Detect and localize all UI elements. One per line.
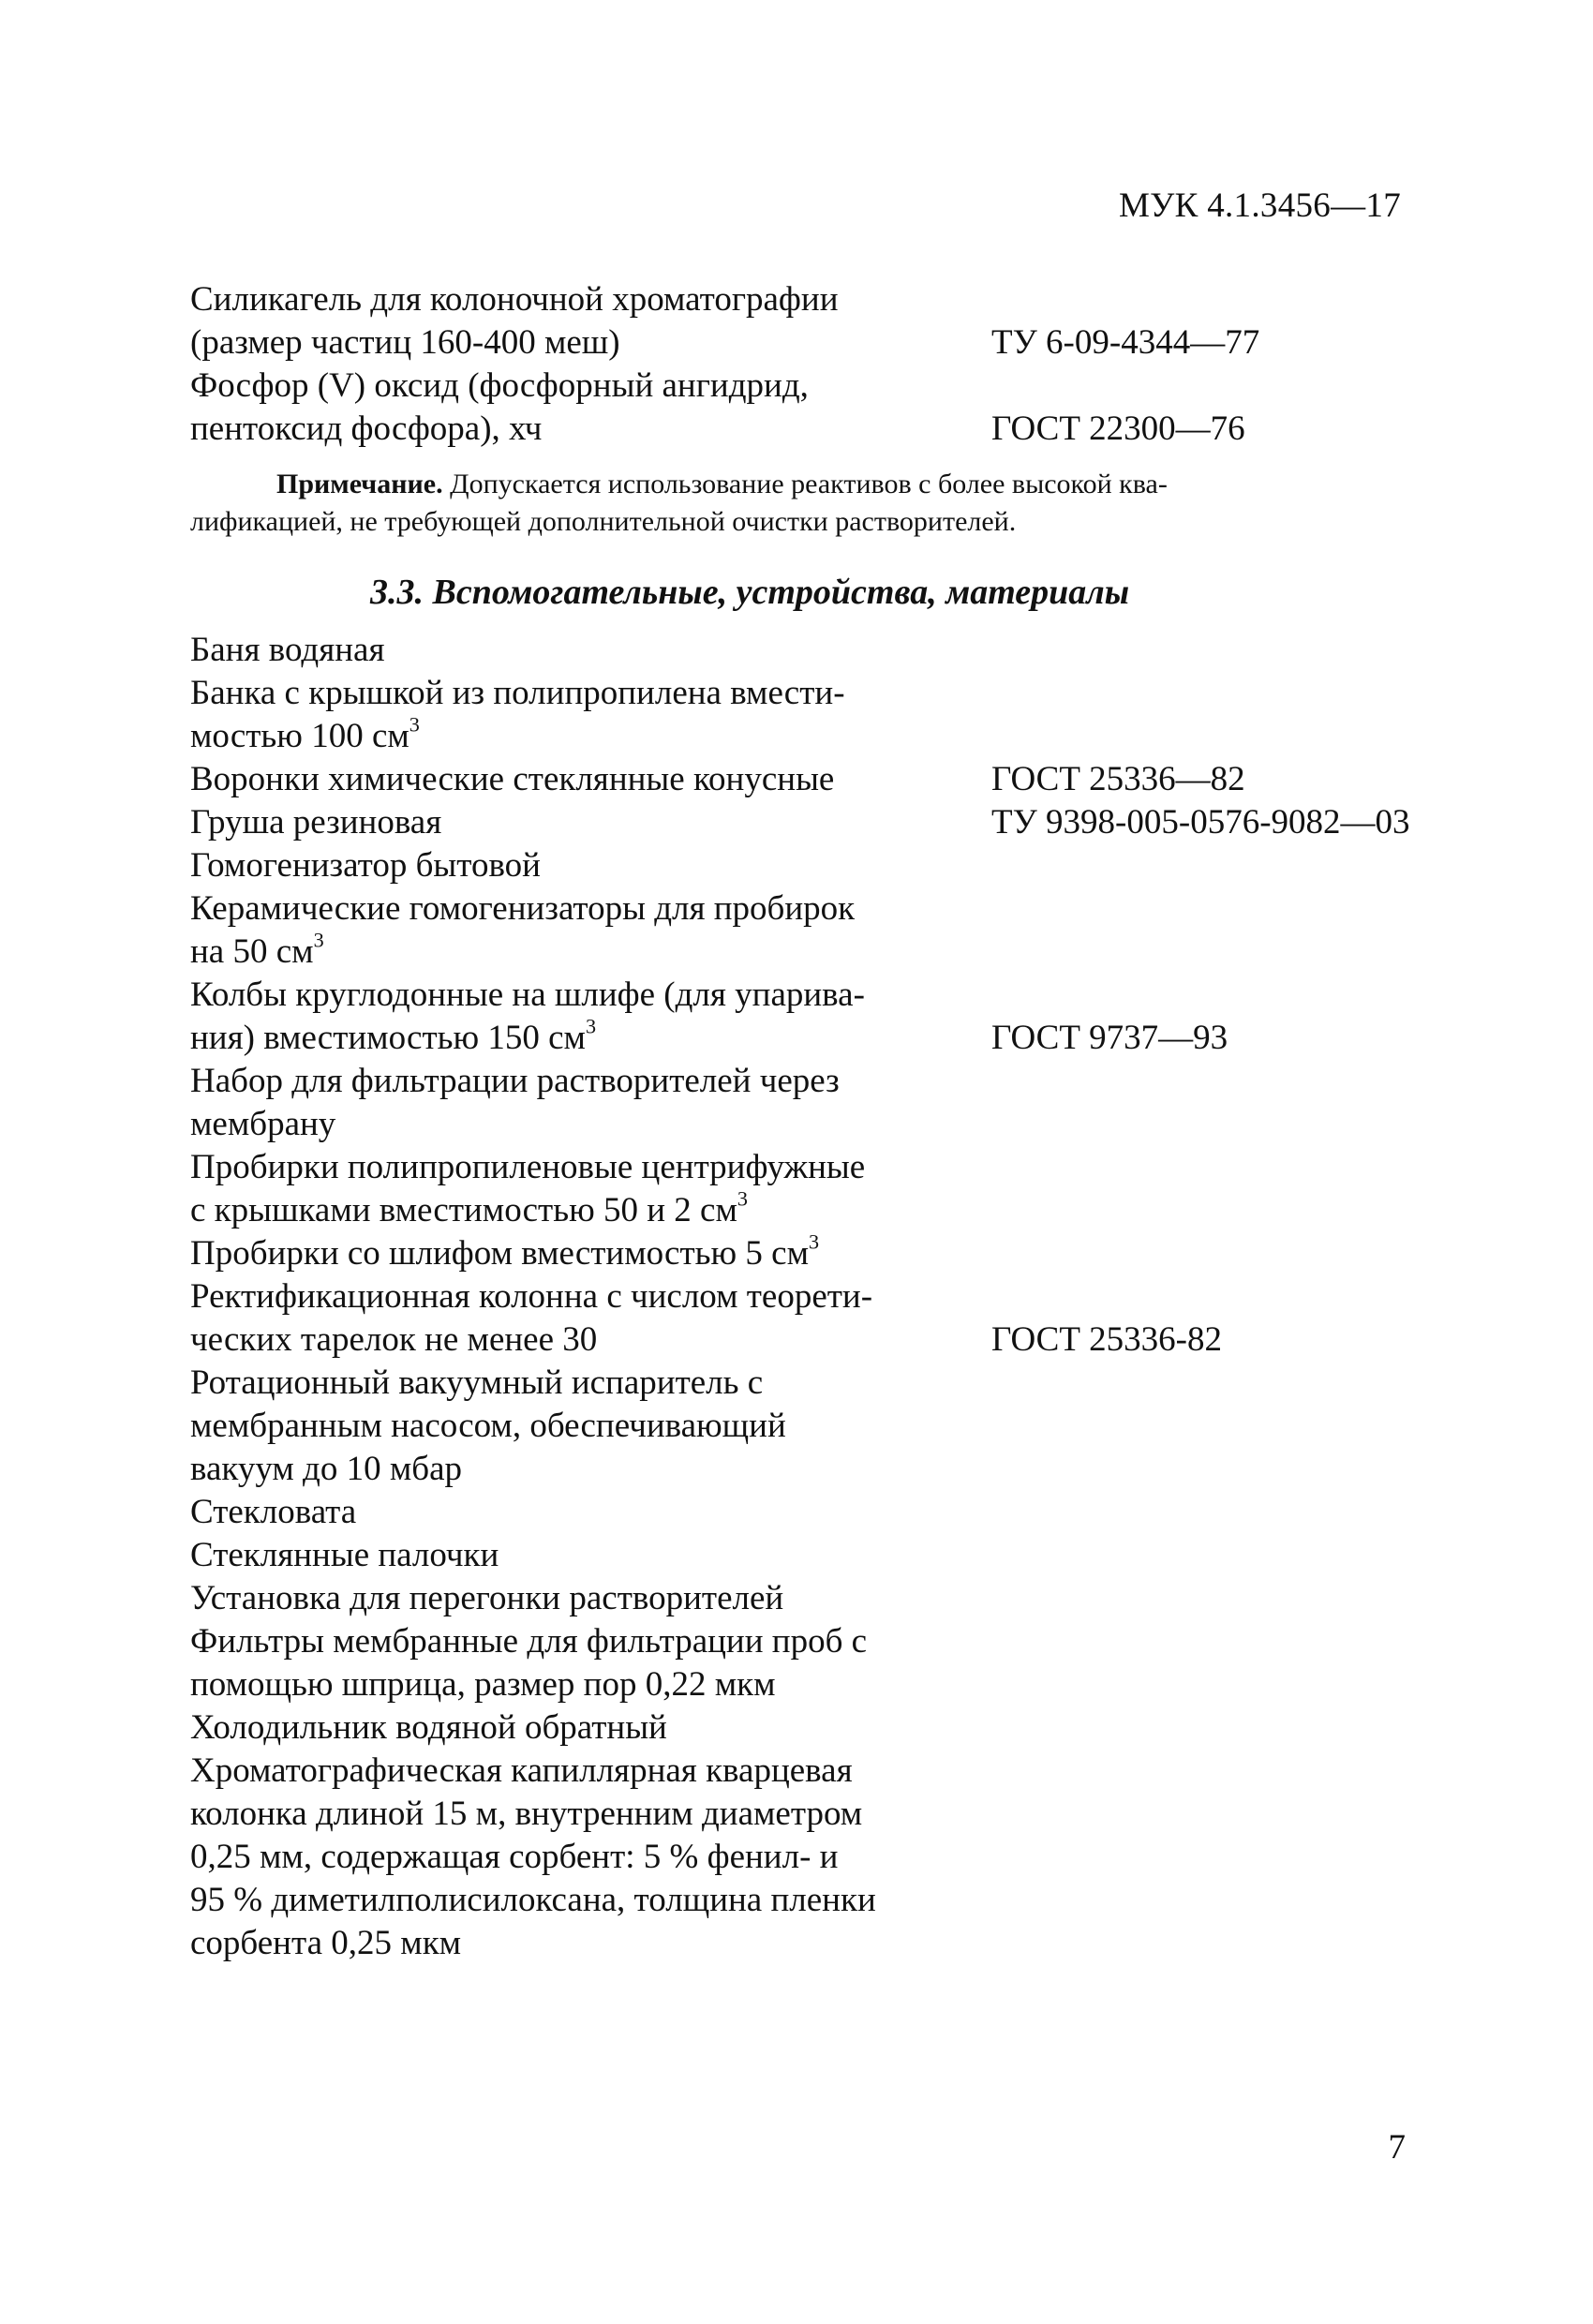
equipment-name: Керамические гомогенизаторы для пробирок (190, 889, 856, 928)
equipment-name: на 50 $см^3$ (190, 928, 324, 971)
equipment-line (190, 1621, 1465, 1665)
equipment-name: Банка с крышкой из полипропилена вмести- (190, 674, 845, 712)
reagent-name: Силикагель для колоночной хроматографии (190, 280, 839, 319)
equipment-line (190, 712, 1465, 760)
note-text: Допускается использование реактивов с более высокой ква- (442, 469, 1168, 499)
equipment-line (190, 1147, 1465, 1191)
section-title: 3.3. Вспомогательные, устройства, материалы (370, 573, 1130, 612)
equipment-line (190, 1449, 1465, 1493)
equipment-name: Фильтры мембранные для фильтрации проб с (190, 1622, 868, 1661)
superscript: 3 (737, 1186, 748, 1211)
reagent-line (190, 279, 1465, 323)
equipment-line (190, 845, 1465, 889)
reagent-line (190, 409, 1465, 453)
equipment-standard: ГОСТ 25336—82 (991, 760, 1245, 798)
equipment-name: Ректификационная колонна с числом теорети- (190, 1277, 873, 1316)
reagent-line (190, 322, 1465, 366)
equipment-name: помощью шприца, размер пор 0,22 мкм (190, 1665, 776, 1704)
equipment-standard: ТУ 9398-005-0576-9082—03 (991, 803, 1410, 842)
note (276, 469, 1168, 500)
equipment-name: колонка длиной 15 м, внутренним диаметром (190, 1795, 863, 1833)
superscript: 3 (313, 928, 324, 952)
equipment-line (190, 673, 1465, 717)
equipment-name: сорбента 0,25 мкм (190, 1924, 462, 1962)
reagent-name: пентоксид фосфора), хч (190, 410, 543, 448)
equipment-standard: ГОСТ 9737—93 (991, 1019, 1228, 1057)
equipment-line (190, 759, 1465, 803)
equipment-line (190, 1794, 1465, 1838)
superscript: 3 (585, 1014, 597, 1038)
equipment-line (190, 1319, 1465, 1363)
note-label: Примечание. (276, 469, 443, 499)
reagent-standard: ГОСТ 22300—76 (991, 410, 1245, 448)
equipment-name: 95 % диметилполисилоксана, толщина пленки (190, 1881, 876, 1919)
reagent-line (190, 365, 1465, 410)
equipment-name: Хроматографическая капиллярная кварцевая (190, 1751, 853, 1790)
equipment-line (190, 630, 1465, 674)
equipment-line (190, 888, 1465, 932)
equipment-name: Груша резиновая (190, 803, 442, 842)
equipment-name: ния) вместимостью 150 $см^3$ (190, 1014, 597, 1057)
equipment-name: Пробирки полипропиленовые центрифужные (190, 1148, 866, 1186)
equipment-line (190, 1707, 1465, 1751)
superscript: 3 (809, 1229, 820, 1254)
equipment-name: Баня водяная (190, 631, 385, 669)
equipment-line (190, 802, 1465, 846)
equipment-line (190, 928, 1465, 976)
equipment-line (190, 1750, 1465, 1795)
reagent-standard: ТУ 6-09-4344—77 (991, 323, 1260, 362)
reagent-name: (размер частиц 160-400 меш) (190, 323, 620, 362)
equipment-line (190, 1061, 1465, 1105)
equipment-line (190, 1229, 1465, 1277)
equipment-name: Установка для перегонки растворителей (190, 1579, 784, 1617)
equipment-name: Ротационный вакуумный испаритель с (190, 1363, 764, 1402)
equipment-line (190, 1664, 1465, 1708)
equipment-name: Пробирки со шлифом вместимостью 5 $см^3$ (190, 1229, 820, 1273)
equipment-standard: ГОСТ 25336-82 (991, 1320, 1222, 1359)
equipment-line (190, 1837, 1465, 1881)
equipment-name: мембранным насосом, обеспечивающий (190, 1407, 786, 1445)
superscript: 3 (409, 712, 420, 737)
equipment-name: мембрану (190, 1105, 336, 1143)
equipment-line (190, 1535, 1465, 1579)
note-continuation: лификацией, не требующей дополнительной очистки растворителей. (190, 506, 1017, 537)
equipment-name: ческих тарелок не менее 30 (190, 1320, 598, 1359)
equipment-name: 0,25 мм, содержащая сорбент: 5 % фенил- и (190, 1838, 839, 1876)
equipment-line (190, 1578, 1465, 1622)
equipment-name: Холодильник водяной обратный (190, 1708, 667, 1747)
equipment-line (190, 1363, 1465, 1407)
equipment-line (190, 1492, 1465, 1536)
equipment-name: Гомогенизатор бытовой (190, 846, 541, 885)
equipment-name: мостью 100 $см^3$ (190, 712, 420, 755)
equipment-line (190, 1014, 1465, 1062)
equipment-line (190, 975, 1465, 1019)
page-number: 7 (1388, 2128, 1406, 2167)
equipment-line (190, 1880, 1465, 1924)
equipment-name: Колбы круглодонные на шлифе (для упарива- (190, 976, 865, 1014)
document-code: МУК 4.1.3456—17 (1118, 186, 1401, 225)
equipment-name: Воронки химические стеклянные конусные (190, 760, 835, 798)
equipment-name: Стекловата (190, 1493, 357, 1531)
equipment-line (190, 1276, 1465, 1320)
equipment-line (190, 1104, 1465, 1148)
equipment-name: Стеклянные палочки (190, 1536, 499, 1574)
reagent-name: Фосфор (V) оксид (фосфорный ангидрид, (190, 366, 809, 405)
equipment-line (190, 1186, 1465, 1234)
equipment-name: вакуум до 10 мбар (190, 1450, 463, 1488)
equipment-line (190, 1406, 1465, 1450)
equipment-name: с крышками вместимостью 50 и 2 $см^3$ (190, 1186, 748, 1229)
equipment-name: Набор для фильтрации растворителей через (190, 1062, 840, 1100)
equipment-line (190, 1923, 1465, 1967)
